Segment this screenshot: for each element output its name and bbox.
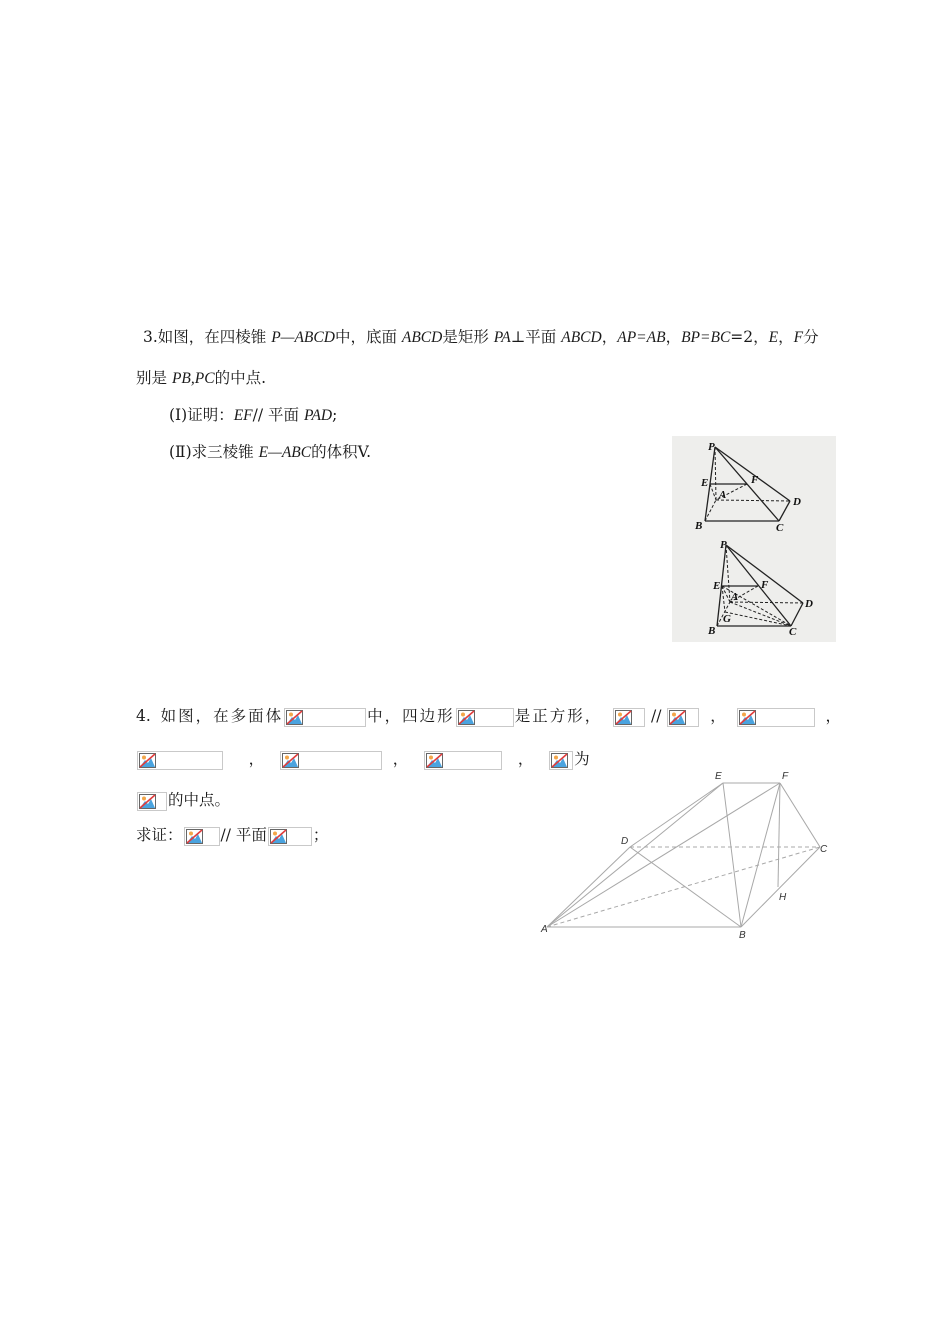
text-segment: (Ⅱ)求三棱锥 xyxy=(169,443,259,461)
broken-image-icon xyxy=(184,827,220,846)
top-label-E: E xyxy=(701,477,709,489)
comma: ， xyxy=(392,750,409,768)
broken-image-icon xyxy=(137,792,167,811)
text-segment: ⊥平面 xyxy=(510,328,562,346)
math-expression: F xyxy=(793,329,804,346)
problem4-number: 4. xyxy=(136,707,151,725)
label-F: F xyxy=(782,771,789,782)
problem3-part1 xyxy=(169,405,337,426)
math-expression: P—ABCD xyxy=(271,329,335,346)
problem4-line3 xyxy=(136,790,230,811)
label-B: B xyxy=(739,930,746,941)
problem4-text-3: 是正方形， xyxy=(514,707,603,725)
problem3-statement-line2 xyxy=(136,368,266,389)
top-label-D: D xyxy=(793,496,801,508)
comma: ， xyxy=(710,707,726,725)
text-segment: // 平面 xyxy=(252,406,304,424)
math-expression: ABCD xyxy=(401,329,443,346)
top-label-P: P xyxy=(708,441,715,453)
problem3-statement-line1 xyxy=(143,327,819,348)
text-segment: 别是 xyxy=(136,369,172,387)
top-label-C: C xyxy=(776,522,784,534)
math-expression: ABCD xyxy=(561,329,602,346)
parallel-plane-text: // 平面 xyxy=(220,826,267,844)
label-E: E xyxy=(715,771,722,782)
bottom-label-P: P xyxy=(720,539,727,551)
problem4-line2 xyxy=(136,749,590,770)
broken-image-icon xyxy=(613,708,645,727)
broken-image-icon xyxy=(424,751,502,770)
label-A: A xyxy=(541,924,548,935)
text-segment: 分 xyxy=(803,328,819,346)
text-segment: ， xyxy=(778,328,794,346)
math-expression: PAD xyxy=(303,407,333,424)
pyramid-diagrams xyxy=(672,436,836,642)
math-expression: E xyxy=(768,329,779,346)
bottom-label-B: B xyxy=(708,625,716,637)
problem4-text-5: 的中点。 xyxy=(168,791,231,809)
broken-image-icon xyxy=(268,827,312,846)
problem3-figure xyxy=(672,436,836,642)
comma: ， xyxy=(825,707,841,725)
text-segment: 的体积V. xyxy=(311,443,372,461)
label-D: D xyxy=(621,836,629,847)
problem4-figure xyxy=(536,766,836,946)
problem4-text-2: 中，四边形 xyxy=(367,707,455,725)
problem3-part2 xyxy=(169,442,371,463)
broken-image-icon xyxy=(284,708,366,727)
text-segment: ; xyxy=(332,406,338,424)
comma: ， xyxy=(248,750,265,768)
math-expression: AP=AB xyxy=(617,329,666,346)
semicolon: ； xyxy=(312,826,329,844)
bottom-label-E: E xyxy=(713,580,721,592)
text-segment: =2， xyxy=(730,328,769,346)
broken-image-icon xyxy=(280,751,382,770)
text-segment: 3.如图，在四棱锥 xyxy=(143,328,272,346)
broken-image-icon xyxy=(137,751,223,770)
label-H: H xyxy=(779,892,787,903)
prove-label: 求证： xyxy=(136,826,183,844)
broken-image-icon xyxy=(667,708,699,727)
broken-image-icon xyxy=(737,708,815,727)
parallel-symbol: // xyxy=(651,707,662,725)
math-expression: PA xyxy=(493,329,511,346)
bottom-label-G: G xyxy=(723,613,731,625)
comma: ， xyxy=(517,750,534,768)
text-segment: ， xyxy=(665,328,682,346)
problem4-text-1: 如图，在多面体 xyxy=(160,707,284,725)
text-segment: 是矩形 xyxy=(442,328,494,346)
problem4-line1 xyxy=(136,706,841,727)
text-segment: (Ⅰ)证明： xyxy=(169,406,234,424)
broken-image-icon xyxy=(456,708,514,727)
top-label-B: B xyxy=(695,520,703,532)
text-segment: ， xyxy=(601,328,618,346)
polyhedron-diagram xyxy=(536,766,836,946)
bottom-label-F: F xyxy=(761,579,769,591)
bottom-label-D: D xyxy=(805,598,813,610)
text-segment: 的中点. xyxy=(214,369,266,387)
top-label-F: F xyxy=(751,474,759,486)
problem4-text-4: 为 xyxy=(574,750,590,768)
math-expression: BP=BC xyxy=(681,329,731,346)
problem4-line4 xyxy=(136,825,328,846)
bottom-label-C: C xyxy=(789,626,797,638)
math-expression: EF xyxy=(233,407,253,424)
bottom-label-A: A xyxy=(731,591,739,603)
math-expression: PB,PC xyxy=(171,370,215,387)
math-expression: E—ABC xyxy=(258,444,312,461)
label-C: C xyxy=(820,844,828,855)
text-segment: 中，底面 xyxy=(334,328,402,346)
top-label-A: A xyxy=(719,489,727,501)
